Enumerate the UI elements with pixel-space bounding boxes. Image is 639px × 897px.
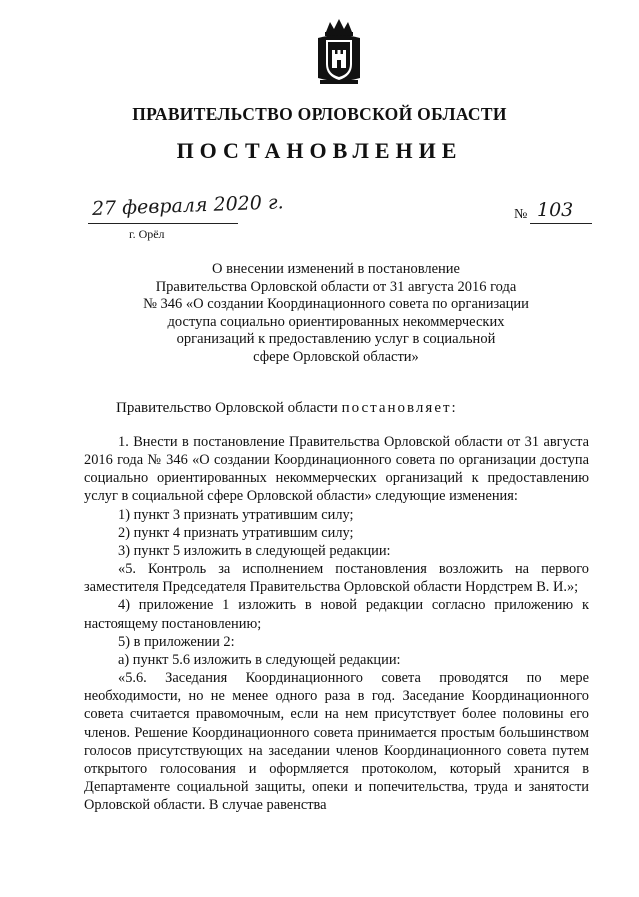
body-paragraph: «5.6. Заседания Координационного совета проводятся по мере необходимости, но не менее одного раза в год. Заседание Координационного совета считается правомочным, если на нем присутствует более половины его членов. Решение Координационного совета принимается простым большинством голосов присутствующих на заседании членов Координационного совета путем открытого голосования и оформляется протоколом, который хранится в Департаменте социальной защиты, опеки и попечительства, труда и занятости Орловской области. В случае равенства [84,670,589,814]
body-paragraph: 1. Внести в постановление Правительства Орловской области от 31 августа 2016 года № 346 «О создании Координационного совета по организации доступа социально ориентированных некоммерческих организаций к предоставлению услуг в социальной сфере Орловской области» следующие изменения: [84,434,589,505]
subject-line: № 346 «О создании Координационного совета по организации [143,296,529,313]
subject-line: О внесении изменений в постановление [212,261,460,277]
organization-title: ПРАВИТЕЛЬСТВО ОРЛОВСКОЙ ОБЛАСТИ [132,104,507,124]
number-underline [530,223,592,224]
preamble-text: Правительство Орловской области [116,400,338,416]
body-paragraph: 4) приложение 1 изложить в новой редакции согласно приложению к настоящему постановлению; [84,597,589,632]
subject-line: доступа социально ориентированных некоммерческих [167,313,505,330]
preamble [116,400,458,417]
body-paragraph: «5. Контроль за исполнением постановления возложить на первого заместителя Председателя Правительства Орловской области Нордстрем В. И.»; [84,561,589,596]
number-label: № [514,207,528,222]
document-subject [100,261,572,367]
subject-line: организаций к предоставлению услуг в социальной [176,331,496,348]
subject-line: сфере Орловской области» [253,348,419,365]
document-body [84,433,589,814]
date-underline [88,223,238,224]
number-handwritten: 103 [537,199,574,221]
body-paragraph: 1) пункт 3 признать утратившим силу; [118,506,354,523]
subject-line: Правительства Орловской области от 31 августа 2016 года [155,278,517,295]
body-paragraph: 3) пункт 5 изложить в следующей редакции: [118,542,391,559]
body-paragraph: а) пункт 5.6 изложить в следующей редакции: [118,651,401,668]
preamble-verb: постановляет: [341,400,458,416]
city: г. Орёл [129,227,165,241]
date-handwritten: 27 февраля 2020 г. [91,191,284,220]
body-paragraph: 5) в приложении 2: [118,633,235,650]
document-kind: ПОСТАНОВЛЕНИЕ [176,138,463,163]
coat-of-arms-icon [314,18,364,86]
body-paragraph: 2) пункт 4 признать утратившим силу; [118,524,354,541]
